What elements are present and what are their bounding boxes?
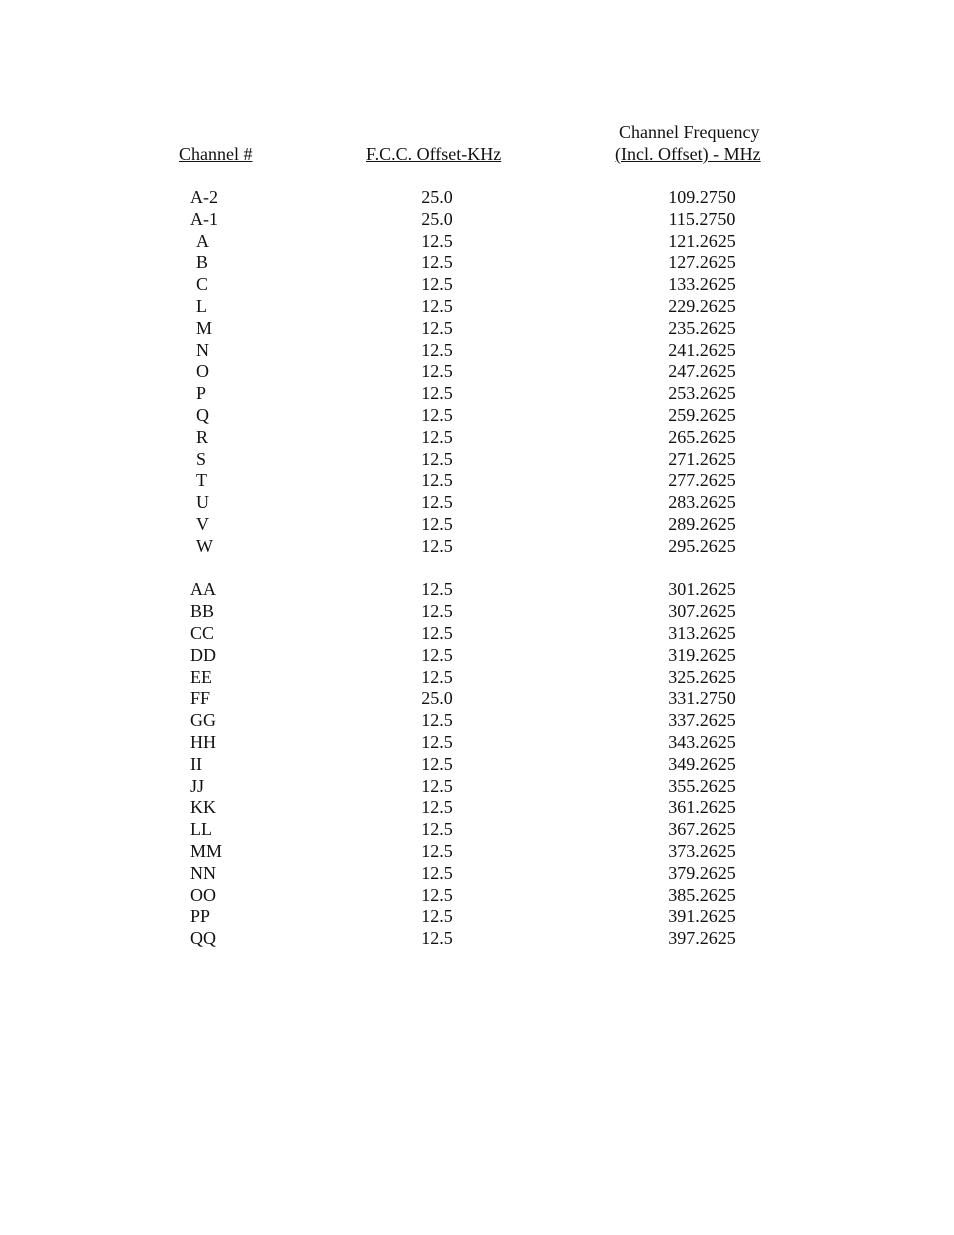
offset-cell: 12.5 <box>421 731 453 752</box>
offset-cell: 12.5 <box>421 906 453 927</box>
table-row <box>0 667 954 689</box>
table-row <box>0 274 954 296</box>
channel-cell: U <box>196 492 209 513</box>
frequency-cell: 229.2625 <box>668 295 736 316</box>
table-row <box>0 579 954 601</box>
channel-cell: W <box>196 535 213 556</box>
frequency-cell: 277.2625 <box>668 470 736 491</box>
frequency-cell: 289.2625 <box>668 513 736 534</box>
table-row <box>0 906 954 928</box>
offset-cell: 12.5 <box>421 884 453 905</box>
channel-cell: A <box>196 230 209 251</box>
offset-cell: 12.5 <box>421 775 453 796</box>
frequency-cell: 127.2625 <box>668 252 736 273</box>
channel-cell: V <box>196 513 209 534</box>
channel-cell: M <box>196 317 213 338</box>
table-row <box>0 819 954 841</box>
offset-cell: 12.5 <box>421 383 453 404</box>
frequency-cell: 391.2625 <box>668 906 736 927</box>
table-row <box>0 383 954 405</box>
frequency-cell: 241.2625 <box>668 339 736 360</box>
offset-cell: 12.5 <box>421 361 453 382</box>
frequency-cell: 283.2625 <box>668 492 736 513</box>
table-row <box>0 231 954 253</box>
offset-cell: 25.0 <box>421 208 453 229</box>
table-row <box>0 688 954 710</box>
frequency-cell: 121.2625 <box>668 230 736 251</box>
offset-cell: 12.5 <box>421 470 453 491</box>
frequency-cell: 115.2750 <box>668 208 736 229</box>
offset-cell: 12.5 <box>421 579 453 600</box>
table-row <box>0 361 954 383</box>
offset-cell: 12.5 <box>421 710 453 731</box>
frequency-cell: 253.2625 <box>668 383 736 404</box>
offset-cell: 12.5 <box>421 819 453 840</box>
channel-cell: OO <box>190 884 216 905</box>
table-row <box>0 427 954 449</box>
frequency-cell: 307.2625 <box>668 601 736 622</box>
table-row <box>0 296 954 318</box>
table-row <box>0 601 954 623</box>
frequency-cell: 271.2625 <box>668 448 736 469</box>
channel-cell: II <box>190 753 202 774</box>
table-row <box>0 187 954 209</box>
table-row <box>0 797 954 819</box>
frequency-cell: 247.2625 <box>668 361 736 382</box>
frequency-cell: 133.2625 <box>668 274 736 295</box>
table-row <box>0 252 954 274</box>
table-row <box>0 863 954 885</box>
channel-cell: P <box>196 383 207 404</box>
offset-cell: 12.5 <box>421 230 453 251</box>
header-channel: Channel # <box>179 144 253 164</box>
offset-cell: 12.5 <box>421 928 453 949</box>
channel-cell: KK <box>190 797 216 818</box>
table-row <box>0 405 954 427</box>
table-row <box>0 623 954 645</box>
table-row <box>0 536 954 558</box>
offset-cell: 12.5 <box>421 666 453 687</box>
frequency-cell: 337.2625 <box>668 710 736 731</box>
channel-cell: R <box>196 426 209 447</box>
channel-cell: PP <box>190 906 211 927</box>
channel-cell: Q <box>196 404 209 425</box>
group-spacer <box>0 558 954 580</box>
table-row <box>0 209 954 231</box>
table-row <box>0 318 954 340</box>
channel-cell: HH <box>190 731 216 752</box>
frequency-cell: 355.2625 <box>668 775 736 796</box>
frequency-cell: 295.2625 <box>668 535 736 556</box>
channel-cell: C <box>196 274 209 295</box>
offset-cell: 12.5 <box>421 339 453 360</box>
header-offset: F.C.C. Offset-KHz <box>366 144 502 164</box>
channel-cell: B <box>196 252 209 273</box>
frequency-cell: 379.2625 <box>668 862 736 883</box>
offset-cell: 12.5 <box>421 448 453 469</box>
frequency-cell: 373.2625 <box>668 840 736 861</box>
channel-cell: O <box>196 361 209 382</box>
table-row <box>0 340 954 362</box>
offset-cell: 12.5 <box>421 252 453 273</box>
frequency-cell: 109.2750 <box>668 187 736 207</box>
channel-cell: NN <box>190 862 216 883</box>
frequency-cell: 235.2625 <box>668 317 736 338</box>
offset-cell: 25.0 <box>421 187 453 207</box>
offset-cell: 12.5 <box>421 513 453 534</box>
frequency-cell: 367.2625 <box>668 819 736 840</box>
offset-cell: 12.5 <box>421 492 453 513</box>
table-row <box>0 470 954 492</box>
channel-cell: QQ <box>190 928 216 949</box>
offset-cell: 12.5 <box>421 404 453 425</box>
offset-cell: 12.5 <box>421 295 453 316</box>
channel-cell: EE <box>190 666 212 687</box>
offset-cell: 12.5 <box>421 753 453 774</box>
frequency-cell: 301.2625 <box>668 579 736 600</box>
frequency-cell: 325.2625 <box>668 666 736 687</box>
offset-cell: 25.0 <box>421 688 453 709</box>
table-row <box>0 928 954 950</box>
table-row <box>0 492 954 514</box>
channel-cell: LL <box>190 819 212 840</box>
channel-cell: A-1 <box>190 208 218 229</box>
channel-group-1 <box>0 187 954 558</box>
frequency-cell: 259.2625 <box>668 404 736 425</box>
offset-cell: 12.5 <box>421 644 453 665</box>
frequency-cell: 385.2625 <box>668 884 736 905</box>
table-row <box>0 885 954 907</box>
frequency-cell: 361.2625 <box>668 797 736 818</box>
frequency-cell: 313.2625 <box>668 622 736 643</box>
frequency-cell: 265.2625 <box>668 426 736 447</box>
table-row <box>0 732 954 754</box>
channel-cell: L <box>196 295 207 316</box>
offset-cell: 12.5 <box>421 274 453 295</box>
channel-cell: JJ <box>190 775 205 796</box>
table-row <box>0 514 954 536</box>
channel-cell: T <box>196 470 207 491</box>
channel-cell: DD <box>190 644 216 665</box>
channel-group-2 <box>0 579 954 950</box>
channel-cell: S <box>196 448 207 469</box>
frequency-cell: 343.2625 <box>668 731 736 752</box>
offset-cell: 12.5 <box>421 840 453 861</box>
channel-cell: MM <box>190 840 223 861</box>
offset-cell: 12.5 <box>421 535 453 556</box>
channel-cell: AA <box>190 579 216 600</box>
table-row <box>0 710 954 732</box>
channel-cell: CC <box>190 622 215 643</box>
frequency-cell: 319.2625 <box>668 644 736 665</box>
channel-table <box>0 187 954 950</box>
channel-cell: N <box>196 339 209 360</box>
frequency-cell: 349.2625 <box>668 753 736 774</box>
offset-cell: 12.5 <box>421 797 453 818</box>
table-row <box>0 754 954 776</box>
channel-cell: BB <box>190 601 215 622</box>
channel-cell: FF <box>190 688 211 709</box>
offset-cell: 12.5 <box>421 426 453 447</box>
header-frequency-line1: Channel Frequency <box>619 122 760 142</box>
channel-cell: A-2 <box>190 187 218 207</box>
table-row <box>0 645 954 667</box>
table-row <box>0 776 954 798</box>
frequency-cell: 397.2625 <box>668 928 736 949</box>
table-row <box>0 841 954 863</box>
frequency-cell: 331.2750 <box>668 688 736 709</box>
offset-cell: 12.5 <box>421 862 453 883</box>
header-frequency-line2: (Incl. Offset) - MHz <box>615 144 761 164</box>
channel-cell: GG <box>190 710 216 731</box>
offset-cell: 12.5 <box>421 317 453 338</box>
table-row <box>0 449 954 471</box>
offset-cell: 12.5 <box>421 622 453 643</box>
offset-cell: 12.5 <box>421 601 453 622</box>
